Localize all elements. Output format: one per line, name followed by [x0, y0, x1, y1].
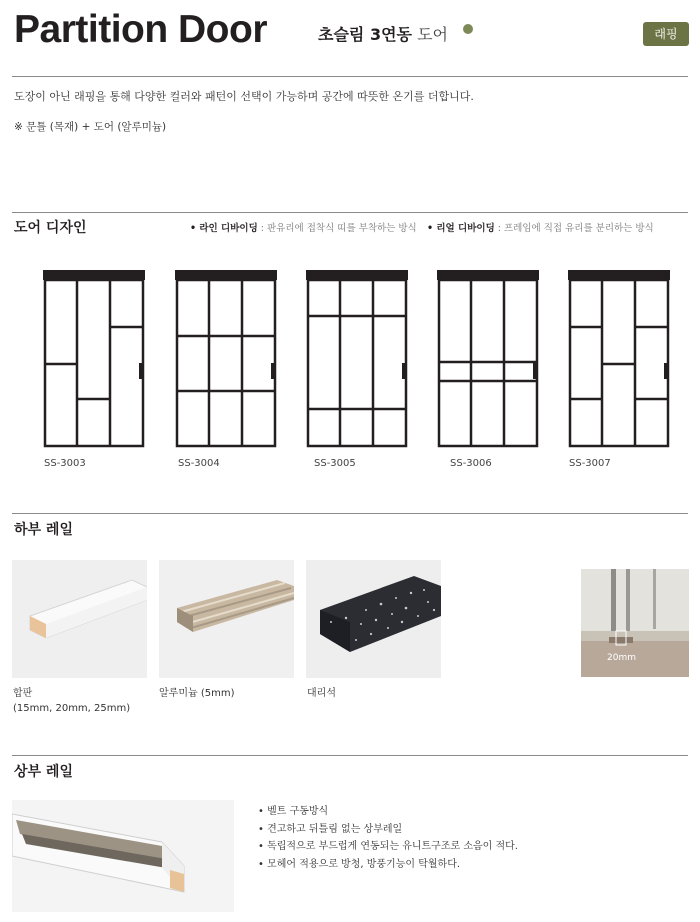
door-ss-3005[interactable]	[306, 268, 410, 450]
door-ss-3004[interactable]	[175, 268, 279, 450]
plywood-rail-detail: (15mm, 20mm, 25mm)	[13, 703, 131, 714]
top-rail-features	[258, 803, 518, 873]
page-header	[0, 0, 700, 70]
subtitle-light: 도어	[417, 25, 448, 44]
aluminum-rail-label	[159, 686, 234, 701]
subtitle-bold: 초슬림 3연동	[318, 25, 412, 44]
line-dividing-info	[190, 220, 417, 234]
bottom-rail-title: 하부 레일	[14, 522, 73, 538]
line-dividing-label: • 라인 디바이딩	[190, 223, 258, 234]
feature-item: • 견고하고 뒤틀림 없는 상부레일	[258, 821, 518, 839]
wrapping-badge: 래핑	[643, 22, 689, 46]
marble-rail-name: 대리석	[307, 688, 336, 699]
top-rail-divider	[12, 755, 688, 756]
plywood-rail-name: 합판	[13, 688, 33, 699]
door-ss-3004-drawing	[175, 268, 279, 450]
door-ss-3007[interactable]	[568, 268, 672, 450]
door-ss-3003-drawing	[43, 268, 147, 450]
rail-height-label: 20mm	[607, 653, 636, 663]
intro-description: 도장이 아닌 래핑을 통해 다양한 컬러와 패턴이 선택이 가능하며 공간에 따뜻한 온기를 더합니다.	[14, 90, 474, 103]
intro-note: ※ 문틀 (목재) + 도어 (알루미늄)	[14, 121, 167, 133]
page-subtitle	[318, 22, 448, 45]
plywood-rail-image	[12, 560, 147, 678]
real-dividing-desc: : 프레임에 직접 유리를 분리하는 방식	[494, 223, 654, 234]
accent-dot	[463, 24, 473, 34]
door-code-ss-3006: SS-3006	[450, 458, 492, 469]
door-code-ss-3004: SS-3004	[178, 458, 220, 469]
page-title: Partition Door	[14, 8, 267, 51]
installation-photo	[581, 569, 689, 677]
door-ss-3005-drawing	[306, 268, 410, 450]
door-code-ss-3007: SS-3007	[569, 458, 611, 469]
plywood-rail-label	[13, 686, 130, 716]
door-ss-3007-drawing	[568, 268, 672, 450]
feature-item: • 독립적으로 부드럽게 연동되는 유니트구조로 소음이 적다.	[258, 838, 518, 856]
door-ss-3003[interactable]	[43, 268, 147, 450]
door-code-ss-3003: SS-3003	[44, 458, 86, 469]
marble-rail-image	[306, 560, 441, 678]
door-design-divider	[12, 212, 688, 213]
aluminum-rail-name: 알루미늄 (5mm)	[159, 688, 235, 699]
door-design-title: 도어 디자인	[14, 220, 87, 236]
top-rail-image	[12, 800, 234, 912]
top-rail-title: 상부 레일	[14, 764, 73, 780]
door-ss-3006-drawing	[437, 268, 541, 450]
marble-rail-label	[307, 686, 336, 701]
door-ss-3006[interactable]	[437, 268, 541, 450]
bottom-rail-divider	[12, 513, 688, 514]
feature-item: • 모헤어 적용으로 방청, 방풍기능이 탁월하다.	[258, 856, 518, 874]
real-dividing-label: • 리얼 디바이딩	[427, 223, 495, 234]
feature-item: • 벨트 구동방식	[258, 803, 518, 821]
door-code-ss-3005: SS-3005	[314, 458, 356, 469]
aluminum-rail-image	[159, 560, 294, 678]
line-dividing-desc: : 판유리에 접착식 띠를 부착하는 방식	[257, 223, 417, 234]
header-divider	[12, 76, 688, 77]
real-dividing-info	[427, 220, 654, 234]
